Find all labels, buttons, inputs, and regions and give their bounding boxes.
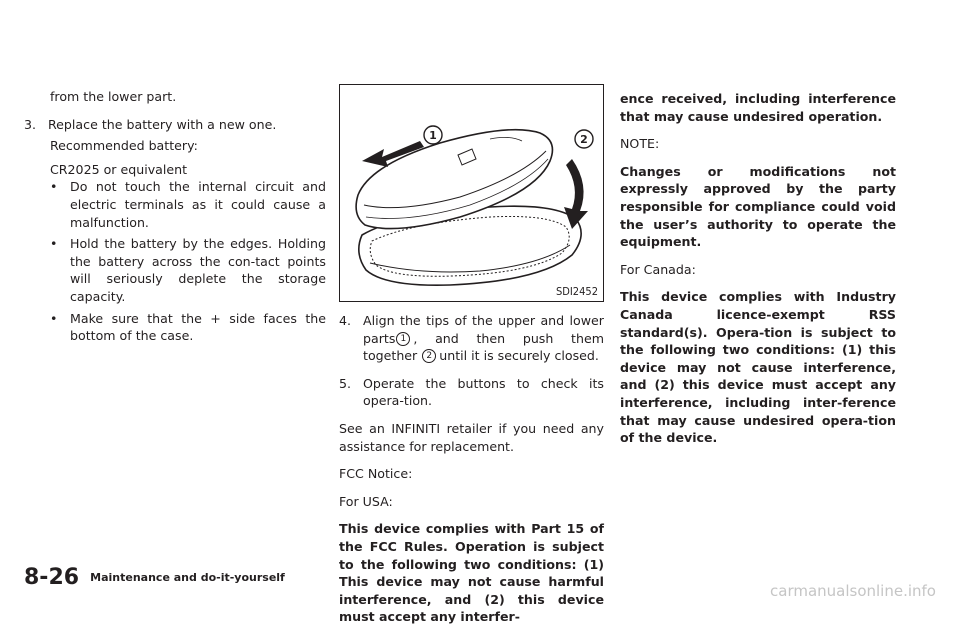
usa-compliance-continued: ence received, including interference that may cause undesired operation. bbox=[620, 91, 896, 124]
callout-2-ref: 2 bbox=[422, 349, 436, 363]
usa-heading: For USA: bbox=[339, 493, 393, 509]
step-4-text-c: until it is securely closed. bbox=[439, 348, 599, 364]
fcc-notice-heading: FCC Notice: bbox=[339, 466, 413, 482]
callout-1: 1 bbox=[429, 129, 437, 142]
callout-2: 2 bbox=[580, 133, 588, 146]
continuation-text: from the lower part. bbox=[50, 89, 177, 104]
retailer-text: See an INFINITI retailer if you need any assistance for replacement. bbox=[339, 420, 604, 454]
page-footer bbox=[24, 565, 285, 590]
note-heading: NOTE: bbox=[620, 136, 660, 152]
bullet-icon: • bbox=[50, 310, 58, 326]
note-text: Changes or modifications not expressly approved by the party responsible for compliance could void the user’s authority to operate the equipment. bbox=[620, 163, 896, 250]
callout-1-ref: 1 bbox=[396, 332, 410, 346]
step-3-text: Replace the battery with a new one. bbox=[48, 116, 277, 132]
bullet-text: Do not touch the internal circuit and electric terminals as it could cause a malfunction. bbox=[70, 179, 326, 230]
usa-compliance-text: This device complies with Part 15 of the FCC Rules. Operation is subject to the following two conditions: (1) This device may not cause harmful interference, and (2) this device must accept any interfer- bbox=[339, 521, 604, 625]
step-5-number: 5. bbox=[339, 375, 352, 391]
step-4 bbox=[339, 312, 604, 365]
left-column bbox=[24, 88, 326, 349]
figure-label: SDI2452 bbox=[555, 285, 598, 298]
step-3 bbox=[24, 116, 326, 134]
step-5 bbox=[339, 375, 604, 410]
step-4-text bbox=[363, 312, 604, 365]
bullet-text: Make sure that the + side faces the bottom of the case. bbox=[70, 310, 326, 344]
bullet-icon: • bbox=[50, 179, 58, 195]
step-4-text-a: Align the tips of the upper and lower parts bbox=[363, 313, 604, 346]
step-4-number: 4. bbox=[339, 313, 352, 328]
watermark: carmanualsonline.info bbox=[770, 582, 936, 600]
bullet-item bbox=[24, 235, 326, 305]
bullet-item bbox=[24, 178, 326, 231]
bullet-icon: • bbox=[50, 236, 58, 252]
key-fob-case-drawing bbox=[340, 85, 603, 301]
canada-heading: For Canada: bbox=[620, 261, 696, 277]
recommended-battery-value: CR2025 or equivalent bbox=[50, 161, 188, 177]
page-number: 8-26 bbox=[24, 565, 80, 590]
section-title: Maintenance and do-it-yourself bbox=[90, 571, 285, 584]
recommended-battery-label: Recommended battery: bbox=[50, 138, 198, 154]
step-3-number: 3. bbox=[24, 116, 37, 132]
step-5-text: Operate the buttons to check its opera-tion. bbox=[363, 375, 604, 409]
battery-case-illustration bbox=[339, 84, 604, 302]
step-4-text-b: , and then push them together bbox=[363, 330, 604, 364]
canada-compliance-text: This device complies with Industry Canada licence-exempt RSS standard(s). Opera-tion is subject to the following two conditions: (1) this device may not cause interference, and (2) this device must accept any interference, including inter-ference that may cause undesired opera-tion of the device. bbox=[620, 289, 896, 446]
bullet-text: Hold the battery by the edges. Holding the battery across the con-tact points will seriously deplete the storage capacity. bbox=[70, 236, 326, 304]
bullet-item bbox=[24, 310, 326, 345]
right-column bbox=[620, 90, 896, 457]
middle-column bbox=[339, 312, 604, 636]
